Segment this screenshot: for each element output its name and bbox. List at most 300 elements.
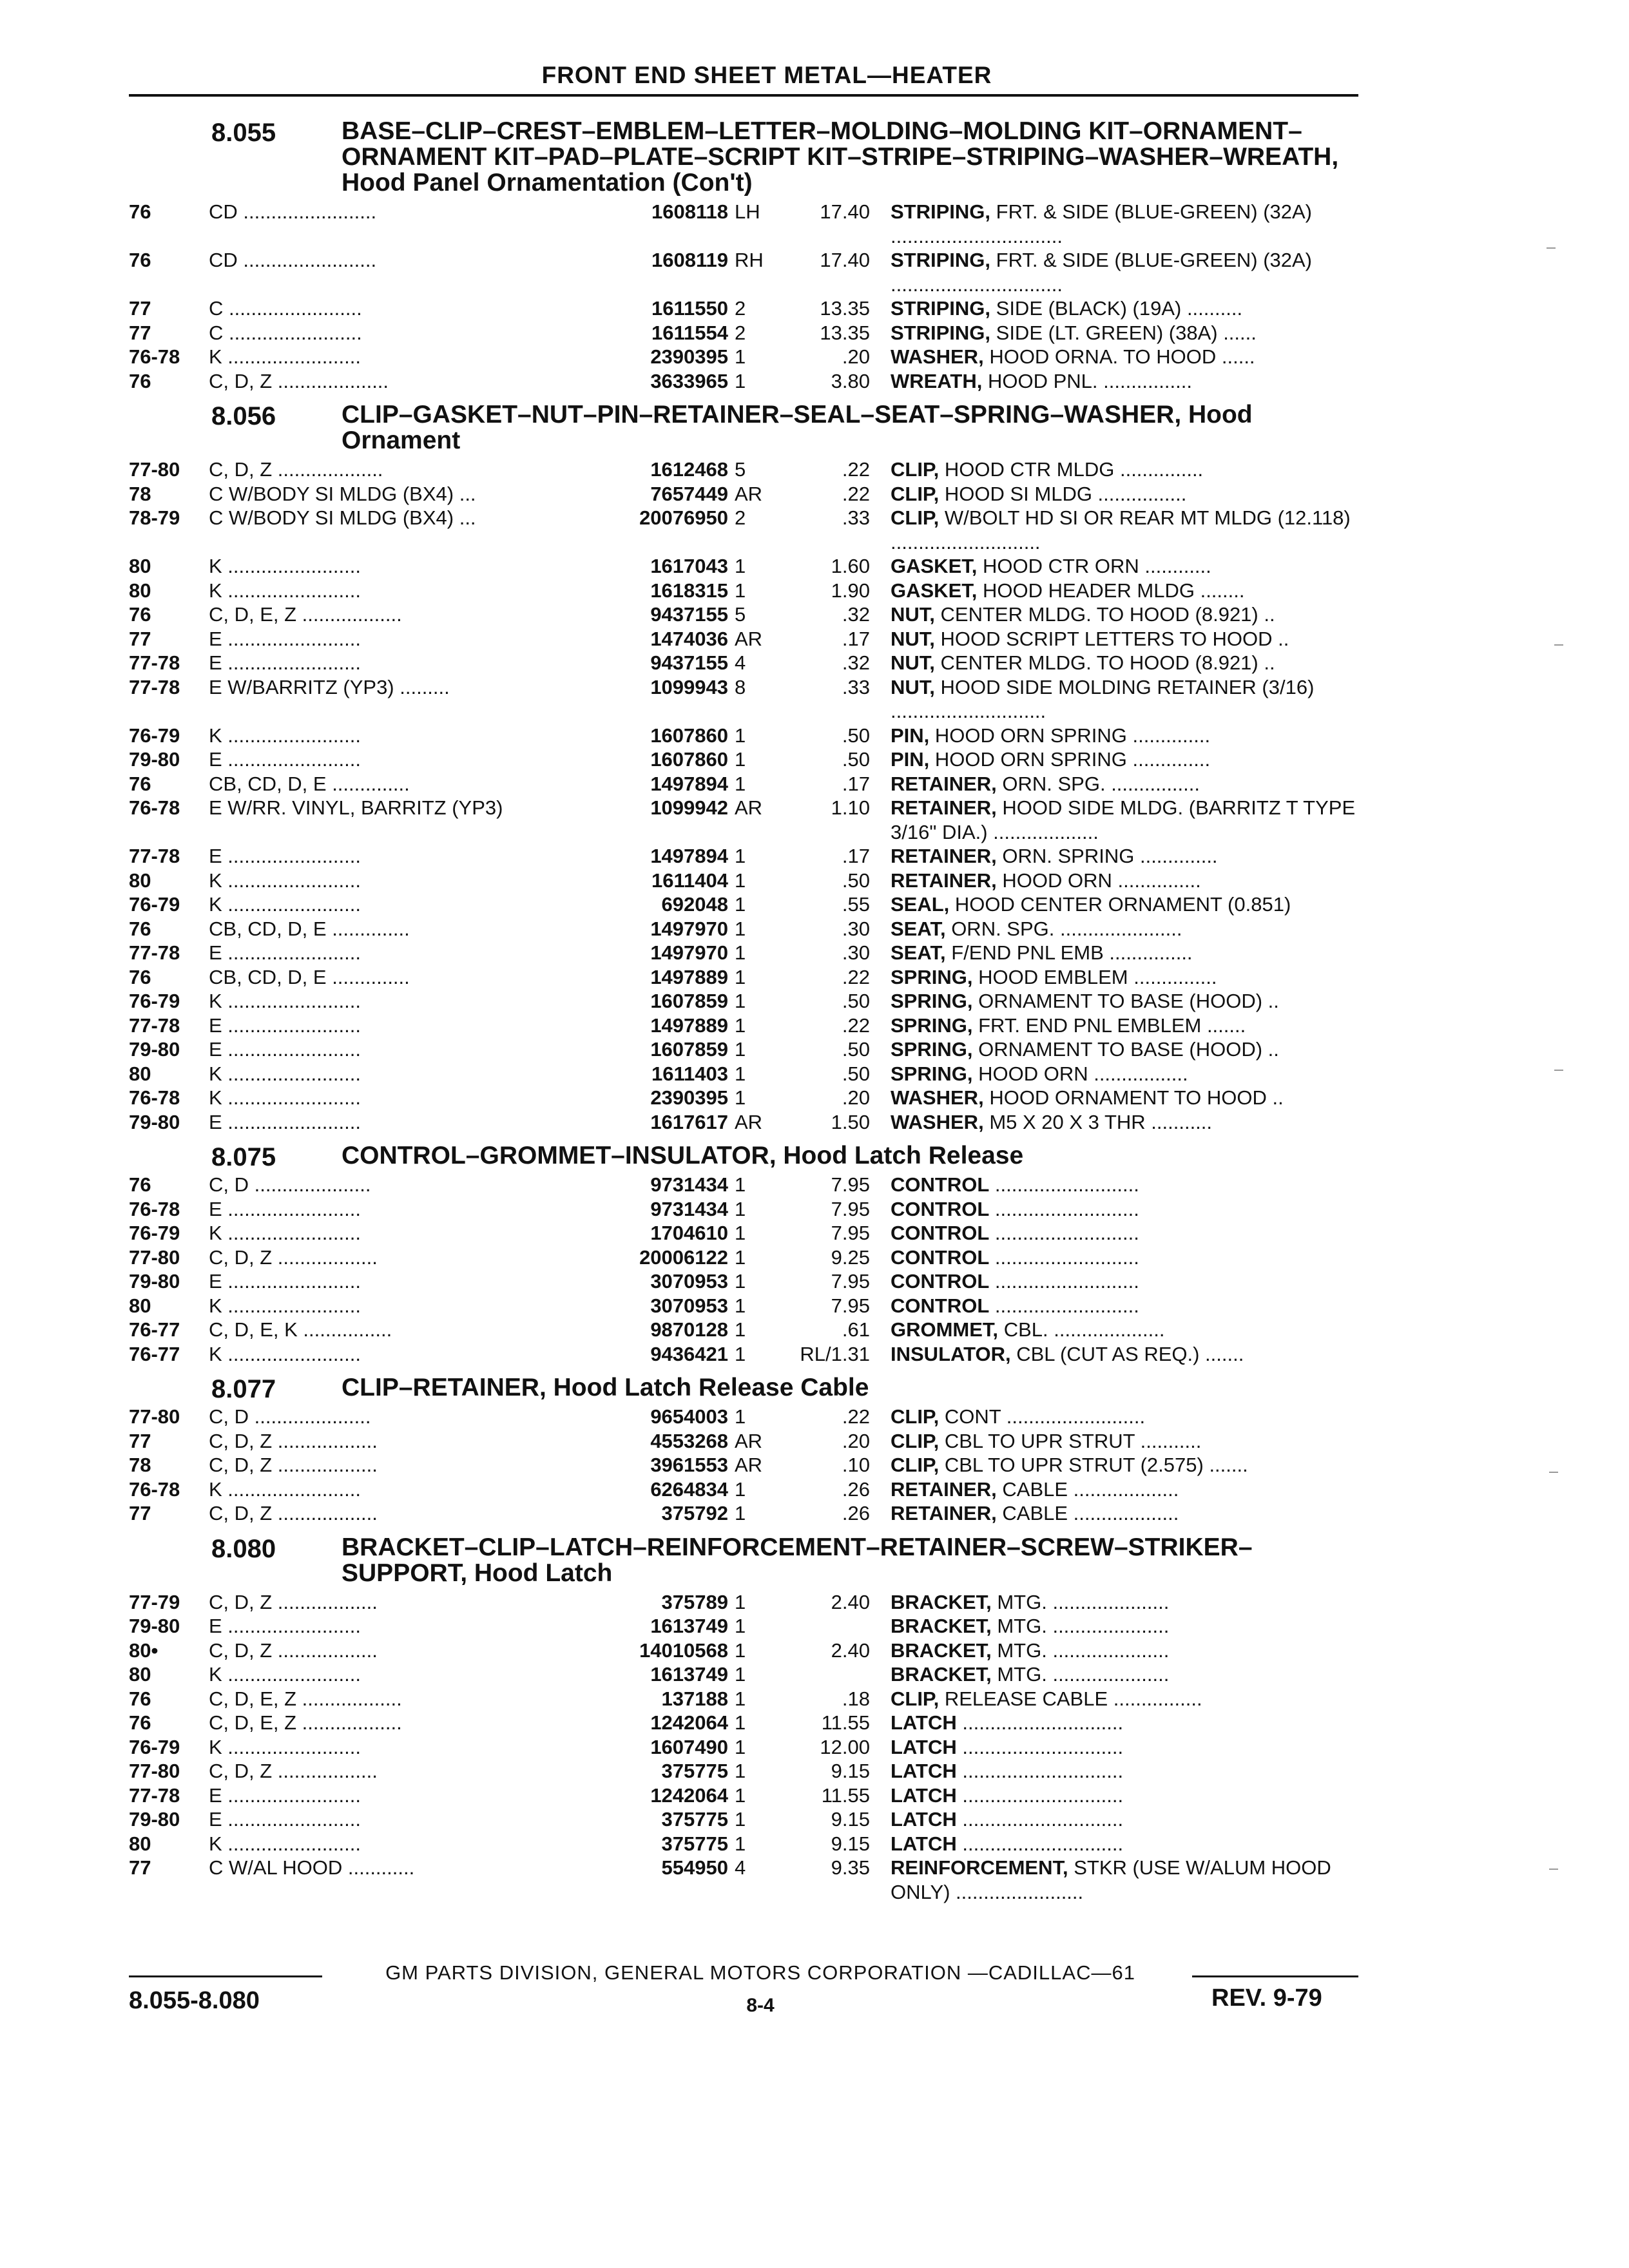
row-item-detail: RELEASE CABLE ................ [944, 1687, 1202, 1710]
row-price: .55 [842, 893, 870, 916]
row-item-detail: HOOD SIDE MLDG. (BARRITZ T TYPE 3/16" DIA.) ................... [891, 796, 1356, 843]
parts-row [129, 844, 1358, 869]
footer-rule-left [129, 1975, 322, 1977]
catalog-section [129, 1375, 1358, 1526]
row-description [891, 506, 1358, 554]
row-description [891, 1014, 1358, 1038]
row-quantity: 1 [735, 1294, 746, 1317]
row-price: 9.15 [831, 1832, 870, 1855]
row-item-detail: MTG. ..................... [997, 1590, 1170, 1613]
row-item-name: GASKET, [891, 555, 978, 577]
row-part-number: 9654003 [650, 1405, 728, 1428]
row-year: 76 [129, 1711, 151, 1734]
row-year: 78 [129, 482, 151, 505]
parts-row [129, 248, 1358, 296]
parts-row [129, 941, 1358, 965]
section-number: 8.075 [211, 1143, 276, 1171]
row-model: CB, CD, D, E .............. [209, 965, 410, 988]
row-item-detail: HOOD EMBLEM ............... [978, 965, 1217, 988]
row-item-detail: HOOD HEADER MLDG ........ [982, 579, 1245, 602]
row-part-number: 1497889 [650, 1014, 728, 1037]
row-part-number: 3070953 [650, 1270, 728, 1293]
parts-row [129, 1807, 1358, 1832]
row-quantity: 1 [735, 772, 746, 795]
row-model: E W/RR. VINYL, BARRITZ (YP3) [209, 796, 503, 819]
margin-mark [1549, 1472, 1558, 1473]
row-part-number: 1607859 [650, 1038, 728, 1061]
row-quantity: 1 [735, 1270, 746, 1293]
parts-row [129, 457, 1358, 482]
row-model: C, D, Z ................... [209, 458, 383, 481]
row-item-detail: ............................. [962, 1735, 1124, 1758]
row-quantity: 1 [735, 990, 746, 1012]
row-description [891, 1294, 1358, 1318]
row-year: 76 [129, 249, 151, 271]
parts-row [129, 200, 1358, 248]
row-part-number: 3961553 [650, 1454, 728, 1476]
section-heading [129, 1535, 1358, 1586]
parts-row [129, 675, 1358, 724]
row-price: .26 [842, 1502, 870, 1524]
row-year: 76-78 [129, 345, 180, 368]
parts-row [129, 869, 1358, 893]
row-item-name: CLIP, [891, 506, 940, 529]
row-part-number: 7657449 [650, 482, 728, 505]
row-quantity: 1 [735, 1783, 746, 1807]
row-price: .17 [842, 845, 870, 867]
row-part-number: 1611404 [651, 869, 728, 892]
row-part-number: 1617043 [650, 555, 728, 577]
row-year: 76-77 [129, 1342, 180, 1365]
row-price: 9.35 [831, 1856, 870, 1879]
row-price: 1.60 [831, 555, 870, 577]
row-price: .50 [842, 1062, 870, 1085]
row-price: .32 [842, 603, 870, 626]
row-year: 77-78 [129, 675, 180, 698]
row-year: 80 [129, 579, 151, 602]
parts-row [129, 917, 1358, 941]
row-quantity: 1 [735, 965, 746, 988]
row-part-number: 1613749 [650, 1663, 728, 1686]
parts-row [129, 1294, 1358, 1318]
row-description [891, 651, 1358, 675]
parts-row [129, 1711, 1358, 1735]
row-year: 77-80 [129, 1760, 180, 1782]
row-item-name: BRACKET, [891, 1663, 992, 1686]
row-item-name: CLIP, [891, 1429, 940, 1452]
row-description [891, 1614, 1358, 1639]
row-item-name: SEAT, [891, 941, 946, 964]
row-quantity: 1 [735, 1615, 746, 1637]
row-year: 79-80 [129, 1808, 180, 1831]
row-part-number: 20006122 [639, 1245, 728, 1269]
section-heading [129, 1143, 1358, 1169]
row-item-detail: .......................... [994, 1197, 1139, 1220]
row-description [891, 602, 1358, 627]
row-part-number: 1607860 [650, 748, 728, 771]
row-part-number: 14010568 [639, 1639, 728, 1662]
row-quantity: 1 [735, 1405, 746, 1428]
row-price: .20 [842, 345, 870, 368]
row-quantity: 1 [735, 1222, 746, 1244]
row-description [891, 1735, 1358, 1760]
row-year: 80 [129, 1294, 151, 1317]
row-model: C ........................ [209, 297, 362, 320]
row-model: K ........................ [209, 1062, 361, 1085]
row-year: 77-78 [129, 1783, 180, 1807]
row-year: 78-79 [129, 506, 180, 529]
row-description [891, 1110, 1358, 1135]
header-rule [129, 94, 1358, 97]
row-part-number: 20076950 [639, 506, 728, 529]
row-item-detail: F/END PNL EMB ............... [951, 941, 1193, 964]
row-part-number: 1607490 [650, 1735, 728, 1758]
row-part-number: 1607860 [650, 724, 728, 747]
row-description [891, 1086, 1358, 1110]
row-model: CB, CD, D, E .............. [209, 917, 410, 940]
row-year: 76 [129, 917, 151, 940]
row-part-number: 1099943 [650, 675, 728, 698]
section-number: 8.055 [211, 119, 276, 147]
row-year: 76 [129, 1687, 151, 1710]
row-quantity: 1 [735, 1639, 746, 1662]
parts-row [129, 345, 1358, 369]
row-year: 76 [129, 369, 151, 392]
row-price: .20 [842, 1429, 870, 1452]
row-quantity: 1 [735, 1663, 746, 1686]
row-item-detail: .......................... [994, 1270, 1139, 1293]
parts-row [129, 1590, 1358, 1615]
row-price: 9.15 [831, 1808, 870, 1831]
row-model: C, D, E, Z .................. [209, 603, 402, 626]
row-year: 80 [129, 555, 151, 577]
footer-publisher: GM PARTS DIVISION, GENERAL MOTORS CORPORATION —CADILLAC—61 [385, 1961, 1135, 1984]
row-year: 76-78 [129, 796, 180, 819]
row-description [891, 869, 1358, 893]
row-part-number: 554950 [661, 1856, 728, 1879]
row-description [891, 1477, 1358, 1502]
row-description [891, 321, 1358, 345]
row-model: E ........................ [209, 1197, 361, 1220]
row-item-name: STRIPING, [891, 321, 991, 344]
row-description [891, 482, 1358, 506]
parts-row [129, 772, 1358, 796]
row-item-name: CONTROL [891, 1245, 990, 1269]
row-item-name: CLIP, [891, 1405, 940, 1428]
row-description [891, 296, 1358, 321]
row-description [891, 747, 1358, 772]
row-model: E ........................ [209, 748, 361, 771]
row-quantity: 1 [735, 1808, 746, 1831]
row-price: .10 [842, 1454, 870, 1476]
row-model: K ........................ [209, 990, 361, 1012]
row-year: 76-79 [129, 724, 180, 747]
row-year: 80 [129, 1663, 151, 1686]
row-price: 13.35 [820, 321, 870, 344]
row-quantity: 1 [735, 1062, 746, 1085]
parts-row [129, 506, 1358, 554]
parts-row [129, 1405, 1358, 1429]
parts-row [129, 579, 1358, 603]
row-item-detail: CBL TO UPR STRUT ........... [944, 1429, 1202, 1452]
row-description [891, 1245, 1358, 1270]
row-model: K ........................ [209, 1663, 361, 1686]
row-item-name: PIN, [891, 724, 930, 747]
row-year: 77 [129, 297, 151, 320]
row-item-name: NUT, [891, 627, 935, 650]
parts-row [129, 1342, 1358, 1367]
row-part-number: 375789 [661, 1590, 728, 1613]
row-part-number: 1497970 [650, 941, 728, 964]
parts-row [129, 1173, 1358, 1197]
row-price: 7.95 [831, 1222, 870, 1244]
row-model: C, D ..................... [209, 1405, 371, 1428]
row-item-detail: HOOD ORN SPRING .............. [934, 748, 1211, 771]
row-part-number: 6264834 [650, 1477, 728, 1501]
row-item-name: STRIPING, [891, 200, 991, 223]
row-item-detail: CENTER MLDG. TO HOOD (8.921) .. [940, 651, 1275, 674]
row-model: E ........................ [209, 1110, 361, 1133]
footer-section-range: 8.055-8.080 [129, 1987, 260, 2014]
row-item-name: CLIP, [891, 1454, 940, 1476]
row-item-detail: .......................... [994, 1222, 1139, 1244]
row-year: 76-79 [129, 1222, 180, 1244]
parts-row [129, 1014, 1358, 1038]
row-quantity: 1 [735, 1086, 746, 1109]
row-description [891, 1639, 1358, 1663]
row-description [891, 1318, 1358, 1342]
row-model: E ........................ [209, 941, 361, 964]
row-description [891, 579, 1358, 603]
row-quantity: 1 [735, 1687, 746, 1710]
row-item-detail: HOOD CENTER ORNAMENT (0.851) [954, 893, 1291, 916]
row-item-name: BRACKET, [891, 1639, 992, 1662]
parts-row [129, 1687, 1358, 1711]
row-price: .20 [842, 1086, 870, 1109]
row-item-detail: ............................. [962, 1711, 1124, 1734]
parts-row [129, 1037, 1358, 1062]
row-price: 1.90 [831, 579, 870, 602]
row-quantity: AR [735, 1429, 763, 1452]
row-model: C, D, Z .................. [209, 1454, 378, 1476]
row-description [891, 1662, 1358, 1687]
row-year: 77-78 [129, 941, 180, 964]
row-part-number: 1608118 [651, 200, 728, 223]
parts-row [129, 1245, 1358, 1270]
row-year: 79-80 [129, 1270, 180, 1293]
row-part-number: 1497889 [650, 965, 728, 988]
row-item-name: STRIPING, [891, 249, 991, 271]
parts-row [129, 724, 1358, 748]
row-description [891, 1197, 1358, 1222]
parts-row [129, 1477, 1358, 1502]
page-title: FRONT END SHEET METAL—HEATER [541, 62, 992, 88]
parts-row [129, 627, 1358, 651]
row-description [891, 369, 1358, 394]
row-quantity: 1 [735, 869, 746, 892]
row-price: .32 [842, 651, 870, 674]
row-item-detail: .......................... [994, 1245, 1139, 1269]
row-price: 2.40 [831, 1639, 870, 1662]
parts-row [129, 1453, 1358, 1477]
row-price: .18 [842, 1687, 870, 1710]
parts-row [129, 554, 1358, 579]
catalog-section [129, 1143, 1358, 1366]
row-price: .17 [842, 627, 870, 650]
row-year: 77-78 [129, 845, 180, 867]
row-quantity: 4 [735, 1856, 746, 1879]
row-item-detail: ORN. SPRING .............. [1002, 845, 1218, 867]
row-price: .50 [842, 869, 870, 892]
row-description [891, 1856, 1358, 1904]
row-description [891, 1783, 1358, 1808]
row-quantity: 1 [735, 1245, 746, 1269]
section-title: CONTROL–GROMMET–INSULATOR, Hood Latch Release [342, 1142, 1024, 1169]
row-model: K ........................ [209, 1477, 361, 1501]
row-item-detail: ............................. [962, 1808, 1124, 1831]
row-item-detail: SIDE (BLACK) (19A) .......... [996, 297, 1243, 320]
row-price: 9.15 [831, 1760, 870, 1782]
margin-mark [1554, 1070, 1563, 1071]
parts-row [129, 296, 1358, 321]
row-price: 12.00 [820, 1735, 870, 1758]
row-year: 76-78 [129, 1197, 180, 1220]
row-quantity: 1 [735, 345, 746, 368]
row-quantity: 1 [735, 555, 746, 577]
row-description [891, 1062, 1358, 1086]
row-item-detail: HOOD ORN ................. [978, 1062, 1188, 1085]
parts-row [129, 1197, 1358, 1222]
row-model: C W/AL HOOD ............ [209, 1856, 415, 1879]
row-item-detail: MTG. ..................... [997, 1639, 1170, 1662]
row-item-detail: CENTER MLDG. TO HOOD (8.921) .. [940, 603, 1275, 626]
section-heading [129, 402, 1358, 454]
row-price: 7.95 [831, 1270, 870, 1293]
row-description [891, 1807, 1358, 1832]
parts-row [129, 1783, 1358, 1808]
row-quantity: 1 [735, 579, 746, 602]
row-year: 77 [129, 1856, 151, 1879]
parts-row [129, 1086, 1358, 1110]
parts-row [129, 321, 1358, 345]
row-model: C, D, Z .................. [209, 1590, 378, 1613]
row-year: 77-80 [129, 1405, 180, 1428]
row-price: 3.80 [831, 369, 870, 392]
row-year: 80 [129, 869, 151, 892]
row-quantity: 1 [735, 1318, 746, 1341]
row-description [891, 1711, 1358, 1735]
row-year: 79-80 [129, 748, 180, 771]
parts-row [129, 369, 1358, 394]
row-item-detail: STKR (USE W/ALUM HOOD ONLY) ....................... [891, 1856, 1331, 1903]
row-price: 1.10 [831, 796, 870, 819]
row-item-detail: HOOD SI MLDG ................ [944, 482, 1187, 505]
parts-row [129, 1110, 1358, 1135]
parts-row [129, 1429, 1358, 1454]
row-item-detail: FRT. & SIDE (BLUE-GREEN) (32A) ............................... [891, 200, 1312, 247]
row-item-detail: .......................... [994, 1173, 1139, 1196]
row-quantity: 1 [735, 1342, 746, 1365]
row-item-name: CLIP, [891, 458, 940, 481]
parts-row [129, 1501, 1358, 1526]
section-title: BRACKET–CLIP–LATCH–REINFORCEMENT–RETAINER–SCREW–STRIKER–SUPPORT, Hood Latch [342, 1533, 1253, 1587]
row-price: .26 [842, 1477, 870, 1501]
row-year: 76-79 [129, 1735, 180, 1758]
row-model: K ........................ [209, 893, 361, 916]
row-quantity: 1 [735, 1711, 746, 1734]
row-item-detail: ............................. [962, 1760, 1124, 1782]
row-year: 77 [129, 627, 151, 650]
row-quantity: 2 [735, 506, 746, 529]
footer-rule-right [1192, 1975, 1358, 1977]
row-price: .30 [842, 941, 870, 964]
parts-row [129, 1318, 1358, 1342]
row-part-number: 1497894 [650, 772, 728, 795]
row-part-number: 1497894 [650, 845, 728, 867]
row-year: 76 [129, 603, 151, 626]
row-item-name: REINFORCEMENT, [891, 1856, 1068, 1879]
row-model: E ........................ [209, 651, 361, 674]
row-model: C, D, Z .................. [209, 1760, 378, 1782]
parts-row [129, 796, 1358, 844]
row-description [891, 1759, 1358, 1783]
row-part-number: 1617617 [650, 1110, 728, 1133]
row-price: 7.95 [831, 1173, 870, 1196]
row-item-detail: ORN. SPG. ...................... [951, 917, 1182, 940]
row-description [891, 1037, 1358, 1062]
parts-row [129, 602, 1358, 627]
row-price: .22 [842, 1405, 870, 1428]
row-part-number: 1242064 [650, 1783, 728, 1807]
row-item-name: SPRING, [891, 1062, 973, 1085]
row-description [891, 1832, 1358, 1856]
parts-row [129, 651, 1358, 675]
row-model: E ........................ [209, 1038, 361, 1061]
row-part-number: 1242064 [650, 1711, 728, 1734]
row-model: C, D, Z .................. [209, 1429, 378, 1452]
row-item-name: LATCH [891, 1808, 957, 1831]
row-quantity: LH [735, 200, 760, 223]
row-description [891, 1269, 1358, 1294]
row-description [891, 941, 1358, 965]
row-quantity: 5 [735, 458, 746, 481]
row-model: E ........................ [209, 1808, 361, 1831]
row-quantity: 1 [735, 1197, 746, 1220]
row-model: K ........................ [209, 1222, 361, 1244]
row-item-name: SPRING, [891, 1014, 973, 1037]
row-part-number: 9436421 [650, 1342, 728, 1365]
margin-mark [1554, 644, 1563, 646]
row-part-number: 375775 [661, 1760, 728, 1782]
row-part-number: 375792 [661, 1502, 728, 1524]
row-item-name: SPRING, [891, 990, 973, 1012]
row-description [891, 796, 1358, 844]
row-quantity: 1 [735, 724, 746, 747]
row-year: 76-79 [129, 893, 180, 916]
row-price: 11.55 [821, 1711, 870, 1734]
parts-row [129, 1832, 1358, 1856]
row-item-name: WASHER, [891, 1110, 984, 1133]
row-year: 77 [129, 1429, 151, 1452]
catalog-section [129, 119, 1358, 393]
row-quantity: 1 [735, 1502, 746, 1524]
row-description [891, 965, 1358, 990]
row-price: .50 [842, 748, 870, 771]
row-item-detail: HOOD ORNAMENT TO HOOD .. [989, 1086, 1284, 1109]
row-year: 77-80 [129, 1245, 180, 1269]
section-title: CLIP–RETAINER, Hood Latch Release Cable [342, 1374, 869, 1401]
row-item-name: RETAINER, [891, 845, 997, 867]
